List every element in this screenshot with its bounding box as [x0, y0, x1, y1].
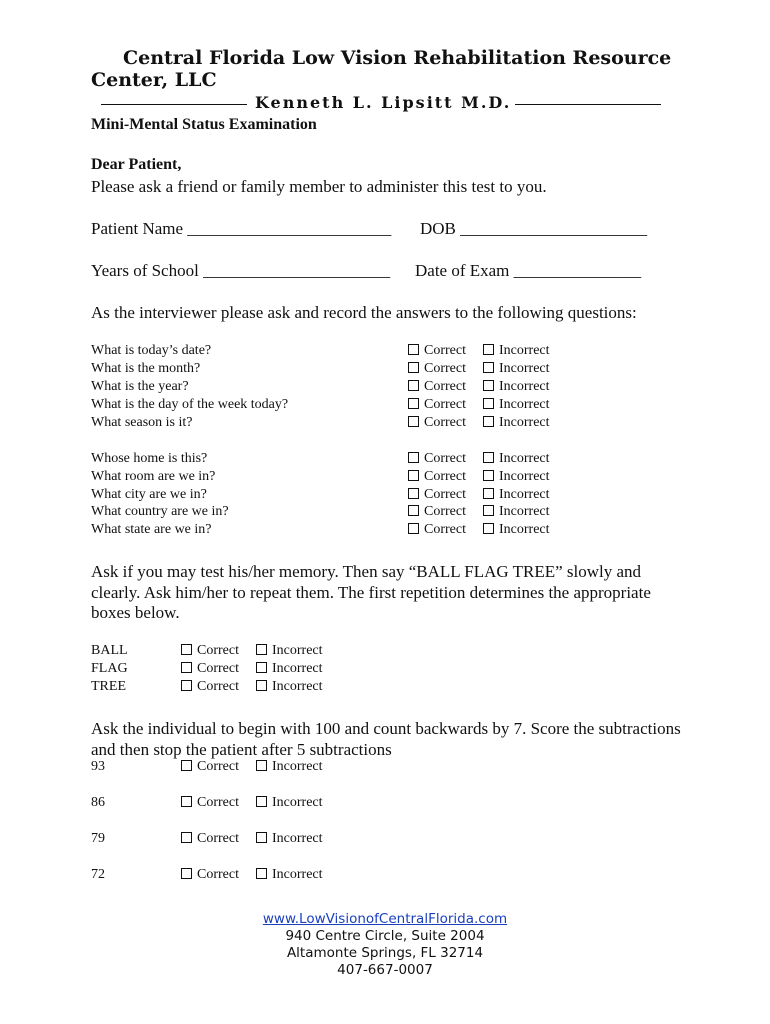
orientation-question: What room are we in?	[91, 468, 216, 484]
incorrect-checkbox[interactable]	[483, 398, 494, 409]
correct-option[interactable]	[408, 451, 466, 467]
orientation-question: What state are we in?	[91, 522, 212, 538]
incorrect-label: Incorrect	[272, 867, 323, 882]
correct-checkbox[interactable]	[408, 416, 419, 427]
orientation-question: What is the year?	[91, 379, 189, 394]
greeting: Dear Patient,	[91, 156, 182, 173]
incorrect-option[interactable]	[483, 415, 550, 431]
incorrect-checkbox[interactable]	[483, 452, 494, 463]
correct-checkbox[interactable]	[181, 832, 192, 843]
subtraction-number: 79	[91, 831, 105, 846]
incorrect-checkbox[interactable]	[483, 488, 494, 499]
incorrect-label: Incorrect	[499, 504, 550, 520]
correct-checkbox[interactable]	[408, 488, 419, 499]
correct-option[interactable]	[181, 661, 239, 677]
memory-word: BALL	[91, 643, 128, 658]
doctor-line	[101, 93, 661, 115]
incorrect-checkbox[interactable]	[483, 344, 494, 355]
interviewer-prompt: As the interviewer please ask and record the answers to the following questions:	[91, 303, 637, 322]
correct-label: Correct	[424, 379, 466, 394]
incorrect-checkbox[interactable]	[256, 796, 267, 807]
correct-checkbox[interactable]	[181, 868, 192, 879]
incorrect-label: Incorrect	[499, 468, 550, 484]
years-school-field[interactable]: Years of School ______________________	[91, 261, 391, 280]
incorrect-option[interactable]	[256, 679, 323, 695]
incorrect-checkbox[interactable]	[483, 470, 494, 481]
incorrect-label: Incorrect	[499, 451, 550, 466]
incorrect-checkbox[interactable]	[483, 380, 494, 391]
correct-label: Correct	[197, 867, 239, 882]
correct-option[interactable]	[408, 522, 466, 538]
incorrect-option[interactable]	[256, 867, 323, 883]
incorrect-option[interactable]	[256, 661, 323, 677]
correct-checkbox[interactable]	[181, 662, 192, 673]
correct-label: Correct	[197, 795, 239, 810]
correct-option[interactable]	[181, 831, 239, 847]
memory-word: FLAG	[91, 661, 128, 676]
incorrect-checkbox[interactable]	[256, 760, 267, 771]
doctor-name: Kenneth L. Lipsitt M.D.	[255, 93, 512, 112]
memory-instruction: Ask if you may test his/her memory. Then say “BALL FLAG TREE” slowly and clearly. Ask him/her to repeat them. The first repetition determines the appropriate boxes below.	[91, 562, 651, 622]
incorrect-label: Incorrect	[272, 679, 323, 694]
correct-option[interactable]	[408, 343, 466, 359]
correct-option[interactable]	[408, 379, 466, 395]
correct-checkbox[interactable]	[181, 760, 192, 771]
correct-option[interactable]	[408, 487, 466, 503]
incorrect-option[interactable]	[483, 504, 550, 520]
correct-label: Correct	[424, 397, 466, 412]
correct-option[interactable]	[181, 867, 239, 883]
incorrect-label: Incorrect	[272, 759, 323, 774]
footer-address-line1: 940 Centre Circle, Suite 2004	[285, 928, 485, 944]
orientation-question: What season is it?	[91, 415, 193, 430]
incorrect-label: Incorrect	[499, 397, 550, 412]
incorrect-label: Incorrect	[499, 361, 550, 376]
incorrect-checkbox[interactable]	[256, 662, 267, 673]
memory-word: TREE	[91, 679, 126, 694]
incorrect-label: Incorrect	[272, 795, 323, 810]
incorrect-option[interactable]	[256, 759, 323, 775]
orientation-question: What is the month?	[91, 361, 201, 376]
incorrect-option[interactable]	[483, 379, 550, 395]
incorrect-label: Incorrect	[272, 831, 323, 846]
footer	[0, 911, 770, 979]
correct-option[interactable]	[408, 397, 466, 413]
incorrect-option[interactable]	[483, 397, 550, 413]
incorrect-label: Incorrect	[499, 343, 550, 358]
footer-phone: 407-667-0007	[337, 962, 433, 978]
orientation-question: Whose home is this?	[91, 451, 208, 466]
correct-option[interactable]	[181, 795, 239, 811]
center-title: Central Florida Low Vision Rehabilitation Resource Center, LLC	[91, 47, 672, 91]
incorrect-option[interactable]	[256, 831, 323, 847]
correct-option[interactable]	[181, 679, 239, 695]
correct-checkbox[interactable]	[408, 398, 419, 409]
left-rule	[101, 104, 247, 105]
correct-checkbox[interactable]	[408, 452, 419, 463]
correct-option[interactable]	[408, 361, 466, 377]
incorrect-checkbox[interactable]	[483, 416, 494, 427]
correct-checkbox[interactable]	[408, 470, 419, 481]
orientation-question: What is the day of the week today?	[91, 397, 289, 412]
incorrect-option[interactable]	[256, 643, 323, 659]
subtraction-instruction: Ask the individual to begin with 100 and count backwards by 7. Score the subtractions and then stop the patient after 5 subtractions	[91, 719, 681, 759]
incorrect-label: Incorrect	[499, 415, 550, 430]
incorrect-label: Incorrect	[499, 379, 550, 394]
instruction-text: Please ask a friend or family member to administer this test to you.	[91, 177, 547, 196]
incorrect-option[interactable]	[483, 361, 550, 377]
footer-address-line2: Altamonte Springs, FL 32714	[286, 945, 484, 961]
correct-checkbox[interactable]	[408, 505, 419, 516]
correct-label: Correct	[424, 361, 466, 376]
correct-label: Correct	[424, 468, 466, 484]
incorrect-checkbox[interactable]	[256, 832, 267, 843]
date-exam-field[interactable]: Date of Exam _______________	[415, 261, 642, 280]
correct-option[interactable]	[408, 469, 466, 485]
correct-checkbox[interactable]	[408, 523, 419, 534]
correct-label: Correct	[424, 415, 466, 430]
incorrect-checkbox[interactable]	[256, 868, 267, 879]
incorrect-option[interactable]	[483, 487, 550, 503]
correct-label: Correct	[424, 522, 466, 538]
subtraction-number: 93	[91, 759, 105, 774]
correct-label: Correct	[197, 643, 239, 658]
orientation-question: What is today’s date?	[91, 343, 212, 358]
correct-label: Correct	[424, 343, 466, 358]
correct-option[interactable]	[408, 415, 466, 431]
incorrect-option[interactable]	[483, 522, 550, 538]
patient-name-field[interactable]: Patient Name ________________________	[91, 219, 392, 238]
correct-checkbox[interactable]	[408, 344, 419, 355]
incorrect-option[interactable]	[483, 343, 550, 359]
incorrect-option[interactable]	[483, 451, 550, 467]
correct-option[interactable]	[181, 643, 239, 659]
correct-checkbox[interactable]	[181, 796, 192, 807]
correct-option[interactable]	[181, 759, 239, 775]
correct-label: Correct	[197, 831, 239, 846]
correct-checkbox[interactable]	[408, 362, 419, 373]
incorrect-checkbox[interactable]	[256, 680, 267, 691]
correct-checkbox[interactable]	[181, 644, 192, 655]
correct-option[interactable]	[408, 504, 466, 520]
website-link[interactable]: www.LowVisionofCentralFlorida.com	[262, 911, 508, 927]
incorrect-checkbox[interactable]	[483, 362, 494, 373]
dob-field[interactable]: DOB ______________________	[420, 219, 648, 238]
incorrect-label: Incorrect	[272, 661, 323, 676]
correct-checkbox[interactable]	[408, 380, 419, 391]
incorrect-checkbox[interactable]	[256, 644, 267, 655]
correct-label: Correct	[424, 451, 466, 466]
orientation-question: What country are we in?	[91, 504, 229, 520]
incorrect-label: Incorrect	[272, 643, 323, 658]
correct-label: Correct	[197, 679, 239, 694]
subtraction-number: 72	[91, 867, 105, 882]
correct-label: Correct	[424, 486, 466, 502]
incorrect-label: Incorrect	[499, 486, 550, 502]
right-rule	[515, 104, 661, 105]
incorrect-checkbox[interactable]	[483, 505, 494, 516]
correct-label: Correct	[197, 661, 239, 676]
correct-label: Correct	[424, 504, 466, 520]
subtraction-number: 86	[91, 795, 105, 810]
correct-label: Correct	[197, 759, 239, 774]
incorrect-label: Incorrect	[499, 522, 550, 538]
incorrect-option[interactable]	[256, 795, 323, 811]
correct-checkbox[interactable]	[181, 680, 192, 691]
orientation-question: What city are we in?	[91, 486, 207, 502]
incorrect-option[interactable]	[483, 469, 550, 485]
incorrect-checkbox[interactable]	[483, 523, 494, 534]
exam-title: Mini-Mental Status Examination	[91, 116, 317, 133]
